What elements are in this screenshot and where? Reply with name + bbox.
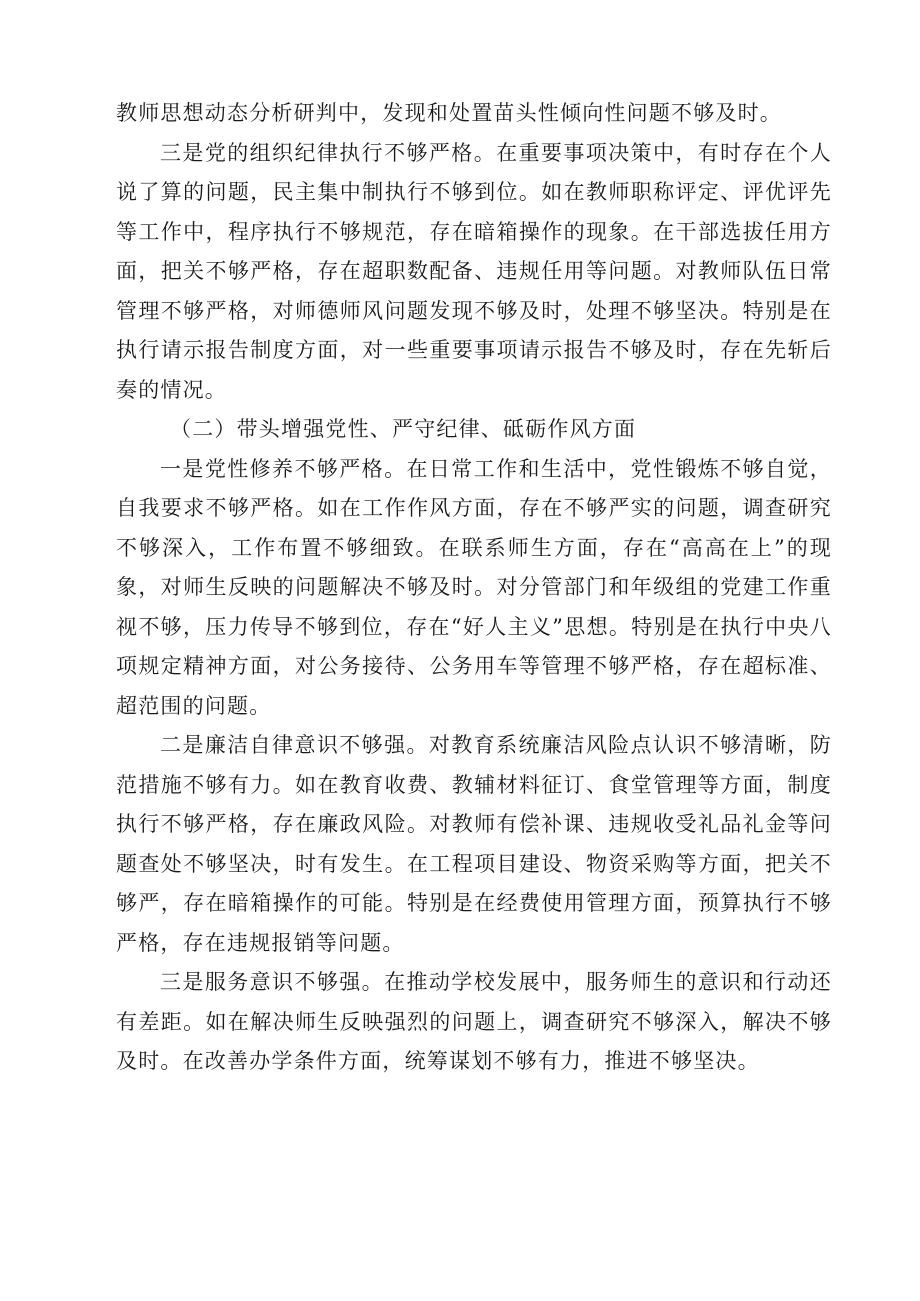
paragraph-integrity: 二是廉洁自律意识不够强。对教育系统廉洁风险点认识不够清晰，防范措施不够有力。如在教育收费、教辅材料征订、食堂管理等方面，制度执行不够严格，存在廉政风险。对教师有偿补课、违规收受礼品礼金等问题查处不够坚决，时有发生。在工程项目建设、物资采购等方面，把关不够严，存在暗箱操作的可能。特别是在经费使用管理方面，预算执行不够严格，存在违规报销等问题。 — [116, 733, 832, 955]
paragraph-organizational-discipline: 三是党的组织纪律执行不够严格。在重要事项决策中，有时存在个人说了算的问题，民主集中制执行不够到位。如在教师职称评定、评优评先等工作中，程序执行不够规范，存在暗箱操作的现象。在干部选拔任用方面，把关不够严格，存在超职数配备、违规任用等问题。对教师队伍日常管理不够严格，对师德师风问题发现不够及时，处理不够坚决。特别是在执行请示报告制度方面，对一些重要事项请示报告不够及时，存在先斩后奏的情况。 — [116, 140, 832, 402]
section-heading: （二）带头增强党性、严守纪律、砥砺作风方面 — [170, 417, 637, 441]
paragraph-service-awareness: 三是服务意识不够强。在推动学校发展中，服务师生的意识和行动还有差距。如在解决师生反映强烈的问题上，调查研究不够深入，解决不够及时。在改善办学条件方面，统筹谋划不够有力，推进不够坚决。 — [116, 970, 832, 1073]
paragraph-party-spirit: 一是党性修养不够严格。在日常工作和生活中，党性锻炼不够自觉，自我要求不够严格。如在工作作风方面，存在不够严实的问题，调查研究不够深入，工作布置不够细致。在联系师生方面，存在“高高在上”的现象，对师生反映的问题解决不够及时。对分管部门和年级组的党建工作重视不够，压力传导不够到位，存在“好人主义”思想。特别是在执行中央八项规定精神方面，对公务接待、公务用车等管理不够严格，存在超标准、超范围的问题。 — [116, 456, 832, 718]
paragraph-continuation: 教师思想动态分析研判中，发现和处置苗头性倾向性问题不够及时。 — [116, 101, 782, 125]
